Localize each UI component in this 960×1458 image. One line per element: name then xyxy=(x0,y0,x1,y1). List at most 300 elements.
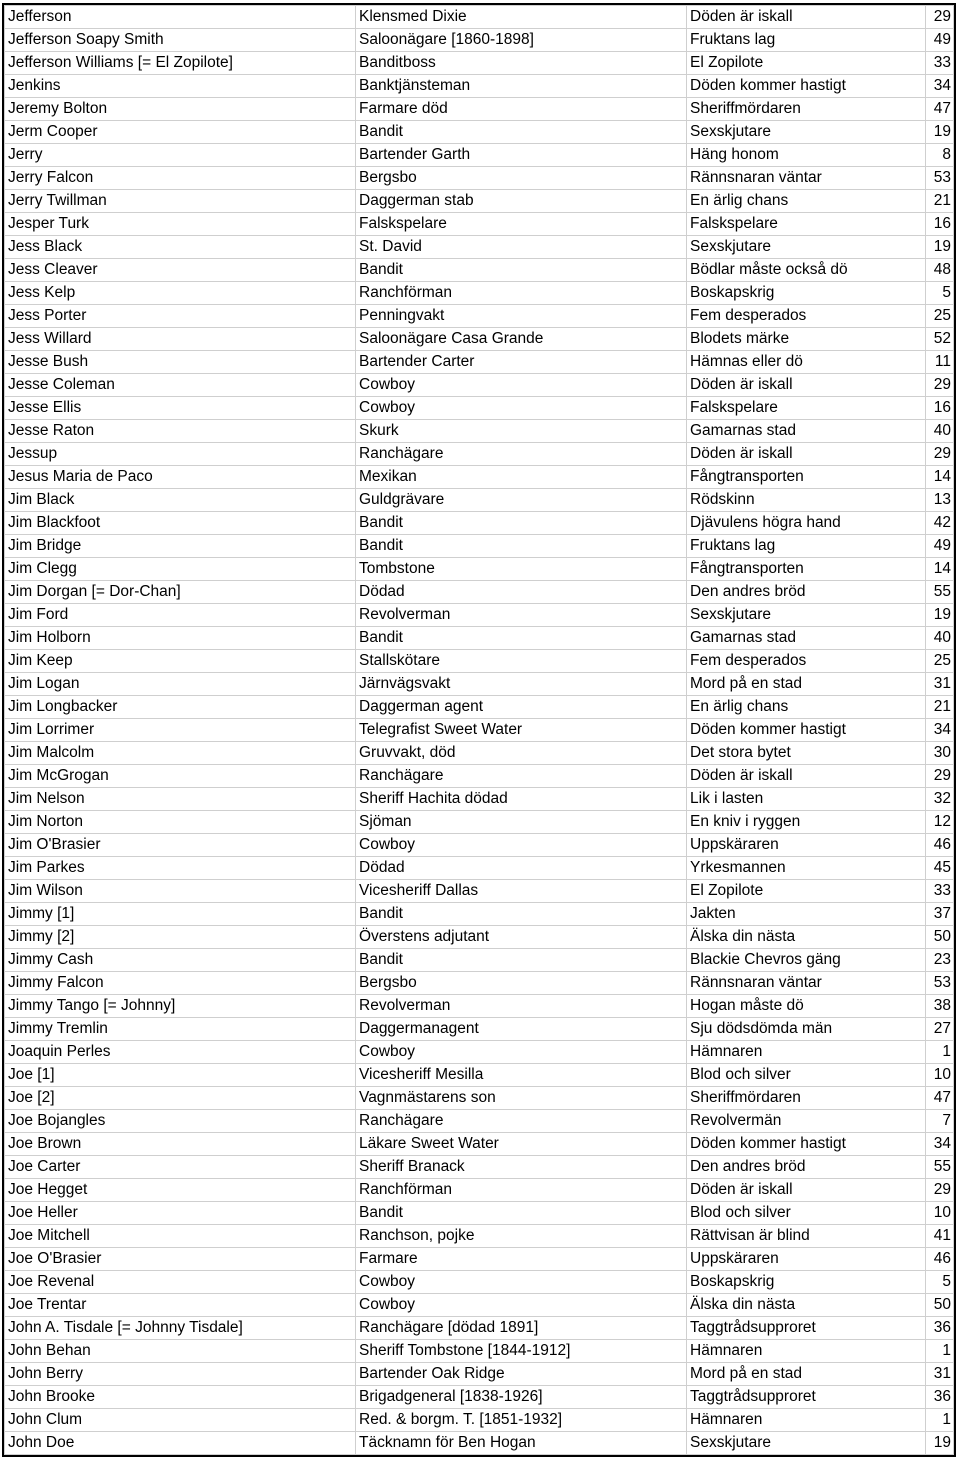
role-cell: Bandit xyxy=(356,535,687,558)
issue-number-cell: 33 xyxy=(926,52,954,75)
story-title-cell: En ärlig chans xyxy=(687,696,926,719)
table-row xyxy=(5,1409,954,1432)
character-name-cell: Jenkins xyxy=(5,75,356,98)
role-cell: Daggerman agent xyxy=(356,696,687,719)
story-title-cell: Döden kommer hastigt xyxy=(687,75,926,98)
story-title-cell: Taggtrådsupproret xyxy=(687,1317,926,1340)
role-cell: Ranchförman xyxy=(356,282,687,305)
issue-number-cell: 1 xyxy=(926,1340,954,1363)
table-row xyxy=(5,1363,954,1386)
issue-number-cell: 50 xyxy=(926,1294,954,1317)
story-title-cell: Fångtransporten xyxy=(687,466,926,489)
character-name-cell: Jefferson xyxy=(5,6,356,29)
issue-number-cell: 49 xyxy=(926,29,954,52)
issue-number-cell: 29 xyxy=(926,374,954,397)
table-row xyxy=(5,1317,954,1340)
story-title-cell: Döden är iskall xyxy=(687,765,926,788)
story-title-cell: Döden är iskall xyxy=(687,374,926,397)
role-cell: Dödad xyxy=(356,581,687,604)
story-title-cell: Älska din nästa xyxy=(687,926,926,949)
role-cell: Telegrafist Sweet Water xyxy=(356,719,687,742)
character-name-cell: Jesse Coleman xyxy=(5,374,356,397)
table-row xyxy=(5,328,954,351)
table-row xyxy=(5,1225,954,1248)
issue-number-cell: 52 xyxy=(926,328,954,351)
table-row xyxy=(5,811,954,834)
character-name-cell: Joe Heller xyxy=(5,1202,356,1225)
role-cell: Dödad xyxy=(356,857,687,880)
table-row xyxy=(5,719,954,742)
issue-number-cell: 29 xyxy=(926,765,954,788)
character-name-cell: Jim Nelson xyxy=(5,788,356,811)
table-row xyxy=(5,305,954,328)
story-title-cell: Fruktans lag xyxy=(687,535,926,558)
role-cell: Järnvägsvakt xyxy=(356,673,687,696)
table-row xyxy=(5,673,954,696)
issue-number-cell: 38 xyxy=(926,995,954,1018)
story-title-cell: Gamarnas stad xyxy=(687,627,926,650)
character-name-cell: Jimmy Cash xyxy=(5,949,356,972)
role-cell: Cowboy xyxy=(356,1041,687,1064)
table-row xyxy=(5,535,954,558)
role-cell: Bandit xyxy=(356,512,687,535)
character-name-cell: Jim Clegg xyxy=(5,558,356,581)
role-cell: Sheriff Tombstone [1844-1912] xyxy=(356,1340,687,1363)
story-title-cell: Hogan måste dö xyxy=(687,995,926,1018)
role-cell: Bartender Carter xyxy=(356,351,687,374)
table-row xyxy=(5,581,954,604)
role-cell: Bergsbo xyxy=(356,972,687,995)
story-title-cell: Döden är iskall xyxy=(687,1179,926,1202)
story-title-cell: Rännsnaran väntar xyxy=(687,972,926,995)
table-row xyxy=(5,1294,954,1317)
role-cell: Cowboy xyxy=(356,834,687,857)
table-row xyxy=(5,213,954,236)
story-title-cell: Yrkesmannen xyxy=(687,857,926,880)
table-row xyxy=(5,834,954,857)
issue-number-cell: 19 xyxy=(926,604,954,627)
character-name-cell: Joe Hegget xyxy=(5,1179,356,1202)
character-name-cell: Jim Bridge xyxy=(5,535,356,558)
issue-number-cell: 19 xyxy=(926,1432,954,1455)
role-cell: Daggermanagent xyxy=(356,1018,687,1041)
issue-number-cell: 21 xyxy=(926,190,954,213)
table-row xyxy=(5,29,954,52)
story-title-cell: En kniv i ryggen xyxy=(687,811,926,834)
story-title-cell: Boskapskrig xyxy=(687,1271,926,1294)
issue-number-cell: 47 xyxy=(926,98,954,121)
role-cell: Bartender Garth xyxy=(356,144,687,167)
story-title-cell: Döden kommer hastigt xyxy=(687,1133,926,1156)
table-row xyxy=(5,1248,954,1271)
story-title-cell: Rättvisan är blind xyxy=(687,1225,926,1248)
story-title-cell: Blackie Chevros gäng xyxy=(687,949,926,972)
issue-number-cell: 36 xyxy=(926,1317,954,1340)
issue-number-cell: 25 xyxy=(926,650,954,673)
table-row xyxy=(5,52,954,75)
character-name-cell: Jim Longbacker xyxy=(5,696,356,719)
role-cell: Bergsbo xyxy=(356,167,687,190)
table-row xyxy=(5,1432,954,1455)
story-title-cell: Mord på en stad xyxy=(687,1363,926,1386)
character-name-cell: John Behan xyxy=(5,1340,356,1363)
character-name-cell: Jim Dorgan [= Dor-Chan] xyxy=(5,581,356,604)
issue-number-cell: 37 xyxy=(926,903,954,926)
role-cell: Guldgrävare xyxy=(356,489,687,512)
issue-number-cell: 40 xyxy=(926,627,954,650)
issue-number-cell: 31 xyxy=(926,673,954,696)
issue-number-cell: 32 xyxy=(926,788,954,811)
character-index-sheet xyxy=(2,3,956,1457)
character-name-cell: Joe [2] xyxy=(5,1087,356,1110)
character-name-cell: Jim Logan xyxy=(5,673,356,696)
story-title-cell: El Zopilote xyxy=(687,880,926,903)
table-row xyxy=(5,1202,954,1225)
role-cell: Stallskötare xyxy=(356,650,687,673)
issue-number-cell: 25 xyxy=(926,305,954,328)
table-row xyxy=(5,995,954,1018)
character-name-cell: Jefferson Williams [= El Zopilote] xyxy=(5,52,356,75)
table-row xyxy=(5,765,954,788)
role-cell: Cowboy xyxy=(356,1294,687,1317)
story-title-cell: Rödskinn xyxy=(687,489,926,512)
role-cell: Farmare xyxy=(356,1248,687,1271)
issue-number-cell: 14 xyxy=(926,466,954,489)
table-row xyxy=(5,1179,954,1202)
role-cell: Läkare Sweet Water xyxy=(356,1133,687,1156)
character-name-cell: Jerm Cooper xyxy=(5,121,356,144)
role-cell: Ranchägare [dödad 1891] xyxy=(356,1317,687,1340)
story-title-cell: Döden är iskall xyxy=(687,6,926,29)
table-row xyxy=(5,144,954,167)
role-cell: Red. & borgm. T. [1851-1932] xyxy=(356,1409,687,1432)
story-title-cell: Sexskjutare xyxy=(687,121,926,144)
story-title-cell: El Zopilote xyxy=(687,52,926,75)
character-name-cell: Joaquin Perles xyxy=(5,1041,356,1064)
table-row xyxy=(5,351,954,374)
table-row xyxy=(5,443,954,466)
issue-number-cell: 46 xyxy=(926,834,954,857)
issue-number-cell: 5 xyxy=(926,282,954,305)
table-row xyxy=(5,604,954,627)
character-name-cell: Joe Trentar xyxy=(5,1294,356,1317)
story-title-cell: Häng honom xyxy=(687,144,926,167)
issue-number-cell: 34 xyxy=(926,1133,954,1156)
character-name-cell: Jess Willard xyxy=(5,328,356,351)
table-row xyxy=(5,397,954,420)
table-row xyxy=(5,857,954,880)
role-cell: Sjöman xyxy=(356,811,687,834)
role-cell: Överstens adjutant xyxy=(356,926,687,949)
story-title-cell: Taggtrådsupproret xyxy=(687,1386,926,1409)
table-row xyxy=(5,489,954,512)
story-title-cell: Jakten xyxy=(687,903,926,926)
table-row xyxy=(5,903,954,926)
table-row xyxy=(5,558,954,581)
issue-number-cell: 45 xyxy=(926,857,954,880)
table-row xyxy=(5,926,954,949)
role-cell: Ranchägare xyxy=(356,765,687,788)
table-row xyxy=(5,1386,954,1409)
story-title-cell: Sju dödsdömda män xyxy=(687,1018,926,1041)
table-row xyxy=(5,880,954,903)
character-name-cell: Jimmy [1] xyxy=(5,903,356,926)
table-row xyxy=(5,75,954,98)
issue-number-cell: 14 xyxy=(926,558,954,581)
table-row xyxy=(5,121,954,144)
issue-number-cell: 23 xyxy=(926,949,954,972)
character-name-cell: Jim Norton xyxy=(5,811,356,834)
character-name-cell: Jim Ford xyxy=(5,604,356,627)
character-name-cell: John Clum xyxy=(5,1409,356,1432)
role-cell: Revolverman xyxy=(356,995,687,1018)
story-title-cell: Boskapskrig xyxy=(687,282,926,305)
character-name-cell: Jimmy [2] xyxy=(5,926,356,949)
story-title-cell: Gamarnas stad xyxy=(687,420,926,443)
issue-number-cell: 8 xyxy=(926,144,954,167)
table-row xyxy=(5,466,954,489)
story-title-cell: Uppskäraren xyxy=(687,834,926,857)
character-name-cell: Jeremy Bolton xyxy=(5,98,356,121)
story-title-cell: Sheriffmördaren xyxy=(687,98,926,121)
issue-number-cell: 7 xyxy=(926,1110,954,1133)
story-title-cell: Hämnas eller dö xyxy=(687,351,926,374)
character-name-cell: Jesus Maria de Paco xyxy=(5,466,356,489)
table-row xyxy=(5,1087,954,1110)
role-cell: Skurk xyxy=(356,420,687,443)
role-cell: Mexikan xyxy=(356,466,687,489)
story-title-cell: Uppskäraren xyxy=(687,1248,926,1271)
issue-number-cell: 1 xyxy=(926,1409,954,1432)
table-row xyxy=(5,1340,954,1363)
story-title-cell: Falskspelare xyxy=(687,213,926,236)
story-title-cell: Sheriffmördaren xyxy=(687,1087,926,1110)
role-cell: Cowboy xyxy=(356,1271,687,1294)
role-cell: Klensmed Dixie xyxy=(356,6,687,29)
table-row xyxy=(5,1064,954,1087)
role-cell: Revolverman xyxy=(356,604,687,627)
role-cell: Bandit xyxy=(356,1202,687,1225)
issue-number-cell: 47 xyxy=(926,1087,954,1110)
issue-number-cell: 16 xyxy=(926,213,954,236)
role-cell: Falskspelare xyxy=(356,213,687,236)
story-title-cell: Falskspelare xyxy=(687,397,926,420)
story-title-cell: Rännsnaran väntar xyxy=(687,167,926,190)
role-cell: Sheriff Branack xyxy=(356,1156,687,1179)
character-name-cell: Jimmy Tremlin xyxy=(5,1018,356,1041)
story-title-cell: Djävulens högra hand xyxy=(687,512,926,535)
issue-number-cell: 34 xyxy=(926,719,954,742)
table-row xyxy=(5,1018,954,1041)
character-name-cell: Joe Revenal xyxy=(5,1271,356,1294)
table-row xyxy=(5,420,954,443)
character-index-table xyxy=(4,5,954,1455)
issue-number-cell: 46 xyxy=(926,1248,954,1271)
story-title-cell: Hämnaren xyxy=(687,1041,926,1064)
character-name-cell: Jefferson Soapy Smith xyxy=(5,29,356,52)
issue-number-cell: 5 xyxy=(926,1271,954,1294)
story-title-cell: Sexskjutare xyxy=(687,236,926,259)
character-name-cell: Jesse Ellis xyxy=(5,397,356,420)
character-name-cell: Jess Kelp xyxy=(5,282,356,305)
character-name-cell: Jesse Raton xyxy=(5,420,356,443)
role-cell: Bandit xyxy=(356,121,687,144)
table-row xyxy=(5,1133,954,1156)
role-cell: Sheriff Hachita dödad xyxy=(356,788,687,811)
role-cell: Bartender Oak Ridge xyxy=(356,1363,687,1386)
issue-number-cell: 50 xyxy=(926,926,954,949)
issue-number-cell: 29 xyxy=(926,443,954,466)
role-cell: Banditboss xyxy=(356,52,687,75)
issue-number-cell: 55 xyxy=(926,581,954,604)
issue-number-cell: 12 xyxy=(926,811,954,834)
character-name-cell: Jesse Bush xyxy=(5,351,356,374)
table-row xyxy=(5,512,954,535)
role-cell: Gruvvakt, död xyxy=(356,742,687,765)
issue-number-cell: 36 xyxy=(926,1386,954,1409)
story-title-cell: Hämnaren xyxy=(687,1340,926,1363)
story-title-cell: Sexskjutare xyxy=(687,604,926,627)
table-row xyxy=(5,1271,954,1294)
table-row xyxy=(5,972,954,995)
role-cell: Saloonägare Casa Grande xyxy=(356,328,687,351)
character-name-cell: Jim Parkes xyxy=(5,857,356,880)
character-name-cell: Joe Carter xyxy=(5,1156,356,1179)
table-row xyxy=(5,374,954,397)
role-cell: Vicesheriff Mesilla xyxy=(356,1064,687,1087)
character-name-cell: Joe Bojangles xyxy=(5,1110,356,1133)
issue-number-cell: 1 xyxy=(926,1041,954,1064)
table-row xyxy=(5,949,954,972)
story-title-cell: Älska din nästa xyxy=(687,1294,926,1317)
story-title-cell: Bödlar måste också dö xyxy=(687,259,926,282)
story-title-cell: Fem desperados xyxy=(687,650,926,673)
issue-number-cell: 53 xyxy=(926,167,954,190)
character-name-cell: Jim Blackfoot xyxy=(5,512,356,535)
character-name-cell: Joe Brown xyxy=(5,1133,356,1156)
table-row xyxy=(5,1156,954,1179)
table-row xyxy=(5,259,954,282)
role-cell: Cowboy xyxy=(356,374,687,397)
character-name-cell: Jerry Twillman xyxy=(5,190,356,213)
role-cell: Bandit xyxy=(356,259,687,282)
role-cell: Ranchförman xyxy=(356,1179,687,1202)
issue-number-cell: 31 xyxy=(926,1363,954,1386)
issue-number-cell: 13 xyxy=(926,489,954,512)
role-cell: Ranchägare xyxy=(356,1110,687,1133)
story-title-cell: Lik i lasten xyxy=(687,788,926,811)
table-row xyxy=(5,742,954,765)
character-name-cell: Jim Malcolm xyxy=(5,742,356,765)
issue-number-cell: 21 xyxy=(926,696,954,719)
character-name-cell: Jess Cleaver xyxy=(5,259,356,282)
role-cell: Bandit xyxy=(356,903,687,926)
story-title-cell: Blod och silver xyxy=(687,1202,926,1225)
character-name-cell: Jerry xyxy=(5,144,356,167)
role-cell: Bandit xyxy=(356,627,687,650)
role-cell: St. David xyxy=(356,236,687,259)
character-name-cell: Jerry Falcon xyxy=(5,167,356,190)
role-cell: Täcknamn för Ben Hogan xyxy=(356,1432,687,1455)
story-title-cell: Mord på en stad xyxy=(687,673,926,696)
character-name-cell: Joe [1] xyxy=(5,1064,356,1087)
story-title-cell: Fångtransporten xyxy=(687,558,926,581)
issue-number-cell: 27 xyxy=(926,1018,954,1041)
character-name-cell: Jim Lorrimer xyxy=(5,719,356,742)
issue-number-cell: 11 xyxy=(926,351,954,374)
issue-number-cell: 10 xyxy=(926,1202,954,1225)
table-row xyxy=(5,190,954,213)
role-cell: Tombstone xyxy=(356,558,687,581)
character-name-cell: Joe O'Brasier xyxy=(5,1248,356,1271)
character-name-cell: John Doe xyxy=(5,1432,356,1455)
role-cell: Ranchägare xyxy=(356,443,687,466)
story-title-cell: Döden kommer hastigt xyxy=(687,719,926,742)
table-row xyxy=(5,696,954,719)
issue-number-cell: 40 xyxy=(926,420,954,443)
role-cell: Saloonägare [1860-1898] xyxy=(356,29,687,52)
character-name-cell: Jimmy Falcon xyxy=(5,972,356,995)
table-row xyxy=(5,650,954,673)
character-name-cell: Jim Black xyxy=(5,489,356,512)
issue-number-cell: 16 xyxy=(926,397,954,420)
issue-number-cell: 41 xyxy=(926,1225,954,1248)
character-name-cell: Jim Wilson xyxy=(5,880,356,903)
character-name-cell: Jim Holborn xyxy=(5,627,356,650)
character-name-cell: John Berry xyxy=(5,1363,356,1386)
story-title-cell: Fruktans lag xyxy=(687,29,926,52)
story-title-cell: Döden är iskall xyxy=(687,443,926,466)
issue-number-cell: 53 xyxy=(926,972,954,995)
table-row xyxy=(5,6,954,29)
character-name-cell: Jim Keep xyxy=(5,650,356,673)
character-name-cell: Jimmy Tango [= Johnny] xyxy=(5,995,356,1018)
role-cell: Penningvakt xyxy=(356,305,687,328)
story-title-cell: Blod och silver xyxy=(687,1064,926,1087)
table-row xyxy=(5,1110,954,1133)
story-title-cell: Hämnaren xyxy=(687,1409,926,1432)
character-name-cell: Joe Mitchell xyxy=(5,1225,356,1248)
table-row xyxy=(5,788,954,811)
role-cell: Banktjänsteman xyxy=(356,75,687,98)
character-name-cell: Jess Porter xyxy=(5,305,356,328)
role-cell: Vagnmästarens son xyxy=(356,1087,687,1110)
issue-number-cell: 29 xyxy=(926,6,954,29)
character-name-cell: Jim McGrogan xyxy=(5,765,356,788)
table-row xyxy=(5,282,954,305)
table-row xyxy=(5,236,954,259)
character-name-cell: Jim O'Brasier xyxy=(5,834,356,857)
character-name-cell: John Brooke xyxy=(5,1386,356,1409)
story-title-cell: Det stora bytet xyxy=(687,742,926,765)
table-row xyxy=(5,98,954,121)
character-name-cell: Jesper Turk xyxy=(5,213,356,236)
role-cell: Daggerman stab xyxy=(356,190,687,213)
story-title-cell: Blodets märke xyxy=(687,328,926,351)
issue-number-cell: 34 xyxy=(926,75,954,98)
issue-number-cell: 19 xyxy=(926,121,954,144)
story-title-cell: Sexskjutare xyxy=(687,1432,926,1455)
role-cell: Vicesheriff Dallas xyxy=(356,880,687,903)
table-row xyxy=(5,1041,954,1064)
role-cell: Ranchson, pojke xyxy=(356,1225,687,1248)
table-row xyxy=(5,627,954,650)
story-title-cell: Den andres bröd xyxy=(687,1156,926,1179)
issue-number-cell: 30 xyxy=(926,742,954,765)
character-name-cell: John A. Tisdale [= Johnny Tisdale] xyxy=(5,1317,356,1340)
issue-number-cell: 48 xyxy=(926,259,954,282)
role-cell: Cowboy xyxy=(356,397,687,420)
